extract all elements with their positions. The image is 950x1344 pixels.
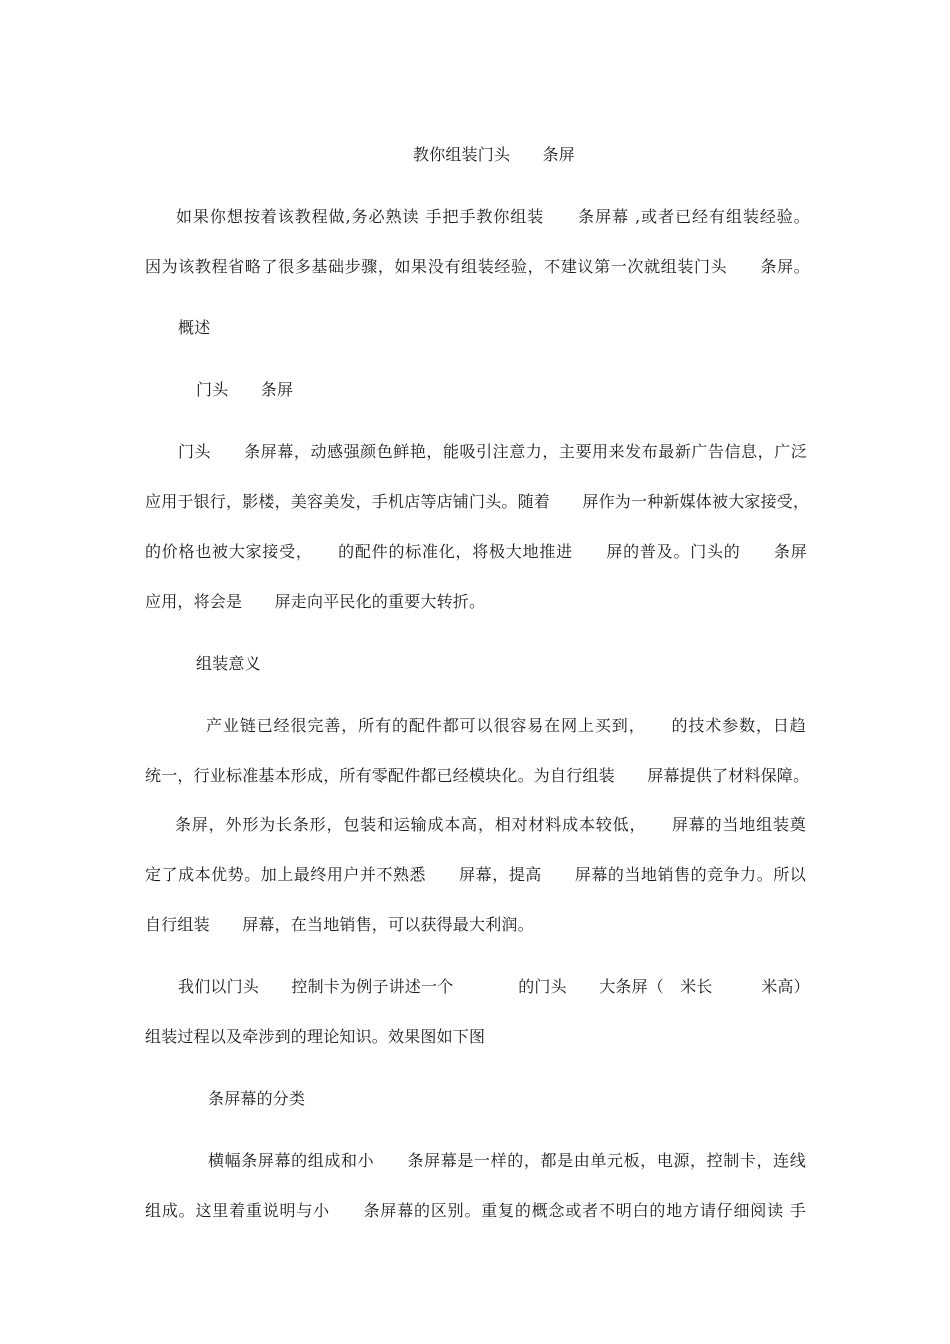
paragraph-line: 因为该教程省略了很多基础步骤，如果没有组装经验，不建议第一次就组装门头 条屏。: [145, 257, 810, 276]
section-heading-overview: 概述: [178, 318, 211, 337]
subsection-heading-door-strip: 门头 条屏: [196, 380, 294, 399]
paragraph-line: 自行组装 屏幕，在当地销售，可以获得最大利润。: [145, 915, 534, 934]
paragraph-line: 产业链已经很完善，所有的配件都可以很容易在网上买到， 的技术参数，日趋: [206, 716, 806, 735]
paragraph-line: 门头 条屏幕，动感强颜色鲜艳，能吸引注意力，主要用来发布最新广告信息，广泛: [178, 442, 807, 461]
subsection-heading-assembly-meaning: 组装意义: [196, 654, 261, 673]
paragraph-line: 条屏，外形为长条形，包装和运输成本高，相对材料成本较低， 屏幕的当地组装奠: [175, 815, 806, 834]
paragraph-line: 我们以门头 控制卡为例子讲述一个 的门头 大条屏（ 米长 米高）: [178, 977, 810, 996]
paragraph-line: 统一，行业标准基本形成，所有零配件都已经模块化。为自行组装 屏幕提供了材料保障。: [145, 766, 810, 785]
paragraph-line: 的价格也被大家接受， 的配件的标准化，将极大地推进 屏的普及。门头的 条屏: [145, 542, 807, 561]
paragraph-line: 如果你想按着该教程做,务必熟读 手把手教你组装 条屏幕 ,或者已经有组装经验。: [176, 207, 810, 226]
paragraph-line: 横幅条屏幕的组成和小 条屏幕是一样的，都是由单元板，电源，控制卡，连线: [208, 1151, 806, 1170]
paragraph-line: 组成。这里着重说明与小 条屏幕的区别。重复的概念或者不明白的地方请仔细阅读 手: [145, 1201, 806, 1220]
paragraph-line: 应用，将会是 屏走向平民化的重要大转折。: [145, 592, 486, 611]
subsection-heading-classification: 条屏幕的分类: [208, 1089, 306, 1108]
paragraph-line: 应用于银行，影楼，美容美发，手机店等店铺门头。随着 屏作为一种新媒体被大家接受，: [145, 492, 810, 511]
document-title: 教你组装门头 条屏: [413, 145, 576, 164]
paragraph-line: 组装过程以及牵涉到的理论知识。效果图如下图: [145, 1027, 486, 1046]
paragraph-line: 定了成本优势。加上最终用户并不熟悉 屏幕，提高 屏幕的当地销售的竞争力。所以: [145, 865, 806, 884]
